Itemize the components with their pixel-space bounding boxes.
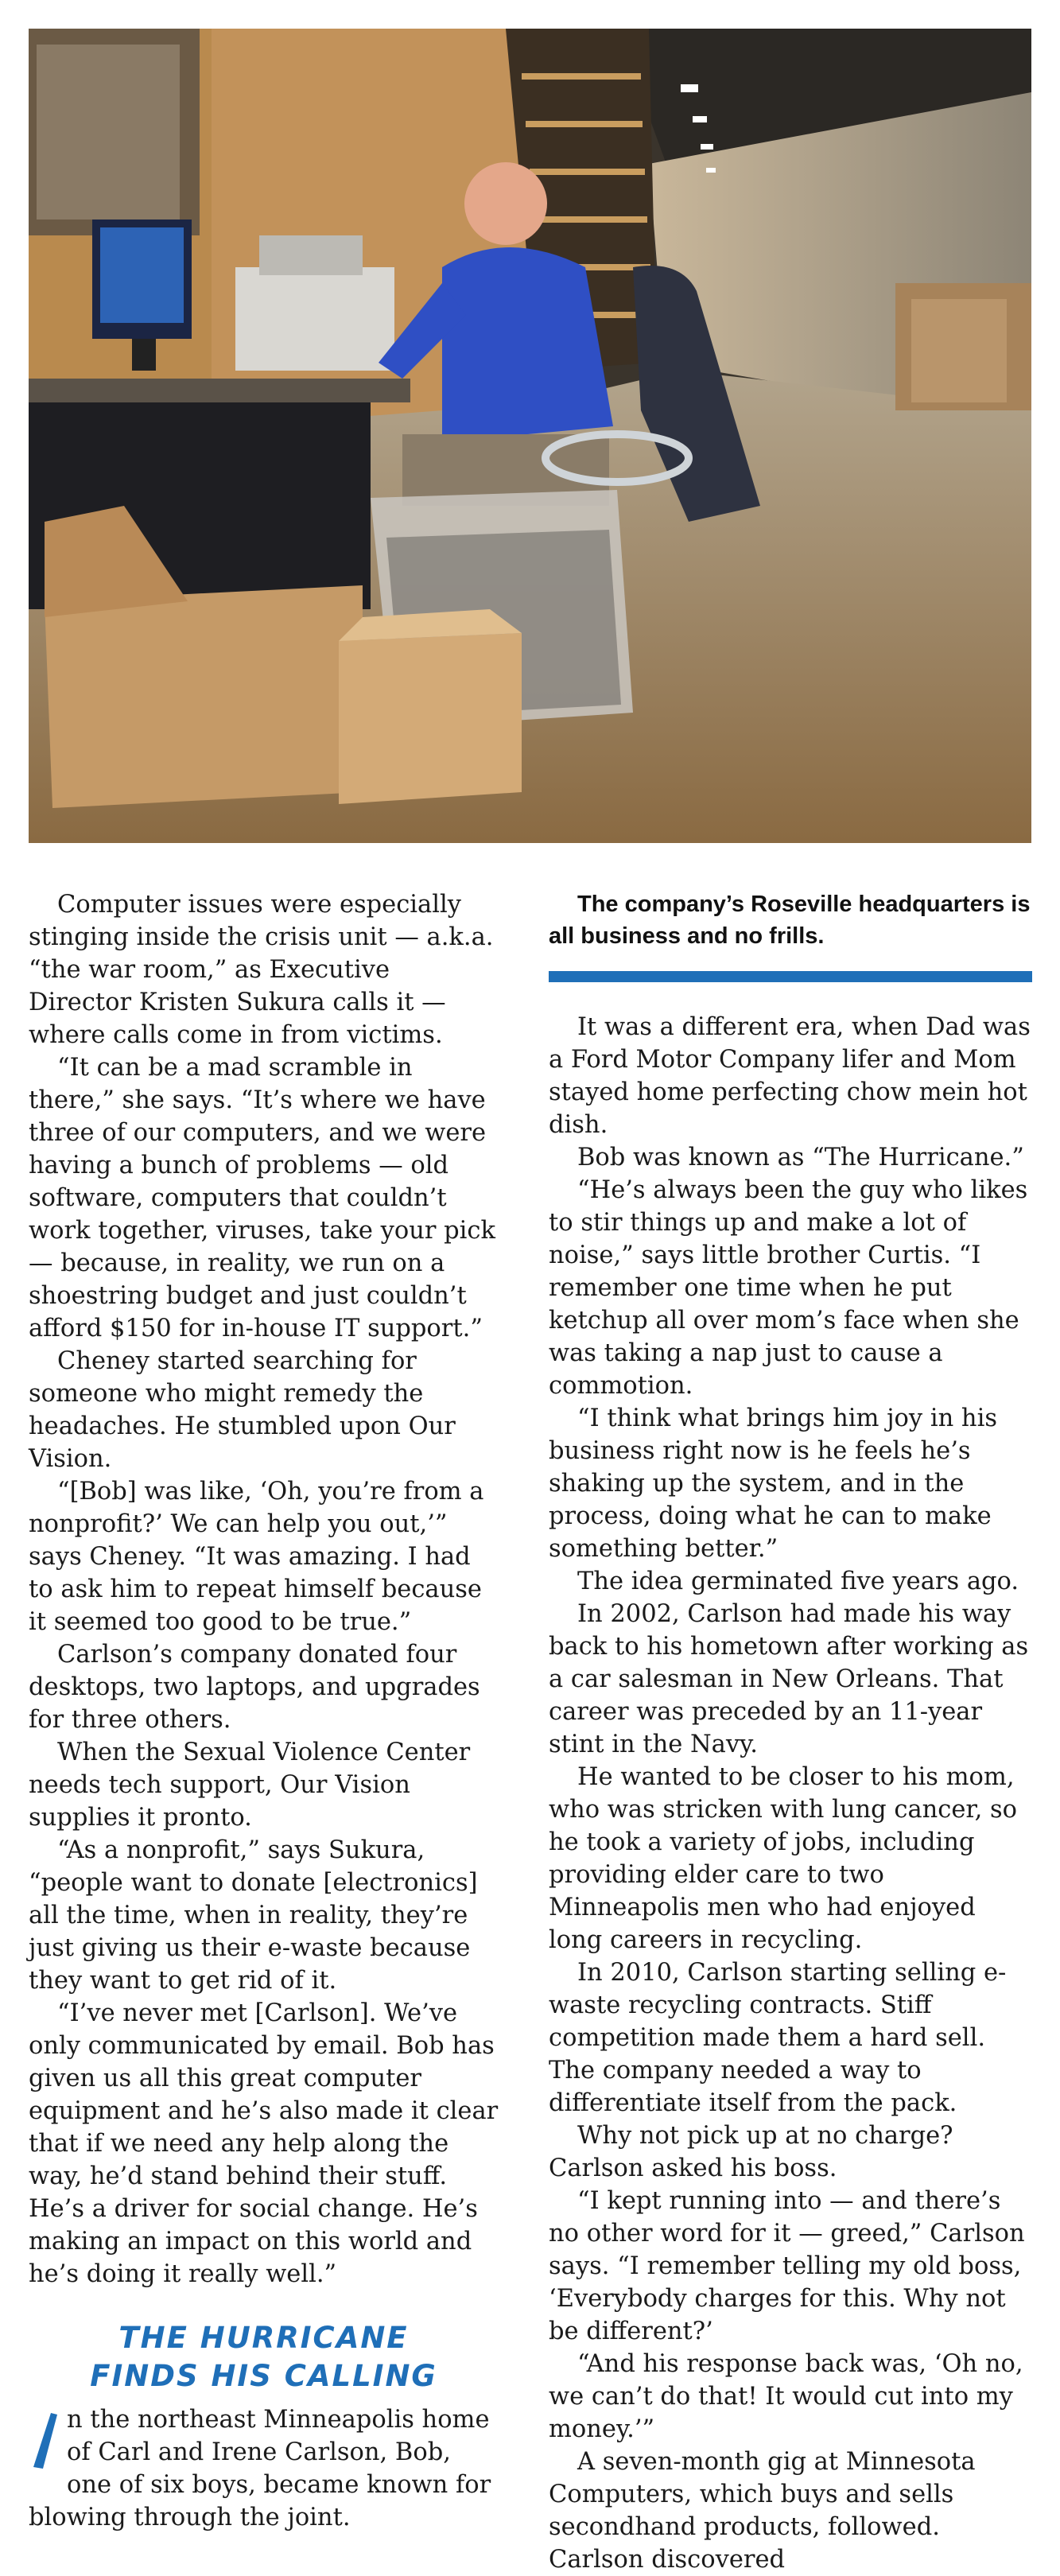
section-subhead [29, 2319, 499, 2395]
warehouse-office-photo-icon [29, 29, 1031, 843]
paragraph: The idea germinated five years ago. [577, 1568, 1019, 1595]
dropcap-i-icon [29, 2410, 60, 2473]
paragraph: Computer issues were especially stinging inside the crisis unit — a.k.a. “the war room,” as Executive Director Kristen Sukura calls it — where calls come in from victims. [29, 891, 494, 1049]
paragraph: It was a different era, when Dad was a Ford Motor Company lifer and Mom stayed home perfecting chow mein hot dish. [549, 1013, 1031, 1139]
paragraph: “I kept running into — and there’s no other word for it — greed,” Carlson says. “I remember telling my old boss, ‘Everybody charges for this. Why not be different?’ [549, 2187, 1025, 2345]
photo-caption: The company’s Roseville headquarters is all business and no frills. [549, 892, 1031, 949]
paragraph: “I think what brings him joy in his business right now is he feels he’s shaking up the system, and in the process, doing what he can to make something better.” [549, 1405, 997, 1563]
paragraph: “[Bob] was like, ‘Oh, you’re from a nonprofit?’ We can help you out,’” says Cheney. “It was amazing. I had to ask him to repeat himself because it seemed too good to be true.” [29, 1478, 484, 1636]
paragraph: n the northeast Minneapolis home of Carl and Irene Carlson, Bob, one of six boys, became known for blowing through the joint. [29, 2406, 491, 2531]
subhead-line: FINDS HIS CALLING [90, 2359, 437, 2393]
paragraph: Carlson’s company donated four desktops, two laptops, and upgrades for three others. [29, 1641, 480, 1734]
paragraph: “I’ve never met [Carlson]. We’ve only communicated by email. Bob has given us all this great computer equipment and he’s also made it clear that if we need any help along the way, he’d stand behind their stuff. He’s a driver for social change. He’s making an impact on this world and he’s doing it really well.” [29, 1999, 499, 2288]
paragraph: “It can be a mad scramble in there,” she says. “It’s where we have three of our computers, and we were having a bunch of problems — old software, computers that couldn’t work together, viruses, take your pick — because, in reality, we run on a shoestring budget and just couldn’t afford $150 for in-house IT support.” [29, 1054, 495, 1342]
warehouse-photo [29, 29, 1031, 843]
left-column [29, 888, 499, 2534]
paragraph: A seven-month gig at Minnesota Computers, which buys and sells secondhand products, followed. Carlson discovered [549, 2448, 976, 2574]
paragraph: “And his response back was, ‘Oh no, we can’t do that! It would cut into my money.’” [549, 2350, 1023, 2443]
paragraph: In 2010, Carlson starting selling e-waste recycling contracts. Stiff competition made them a hard sell. The company needed a way to differentiate itself from the pack. [549, 1959, 1007, 2117]
paragraph: Why not pick up at no charge? Carlson asked his boss. [549, 2122, 953, 2182]
dropcap-paragraph [29, 2403, 499, 2534]
right-column [549, 888, 1032, 2576]
paragraph: He wanted to be closer to his mom, who was stricken with lung cancer, so he took a variety of jobs, including providing elder care to two Minneapolis men who had enjoyed long careers in recycling. [549, 1763, 1018, 1954]
paragraph: Cheney started searching for someone who might remedy the headaches. He stumbled upon Our Vision. [29, 1347, 456, 1473]
paragraph: In 2002, Carlson had made his way back to his hometown after working as a car salesman in New Orleans. That career was preceded by an 11-year stint in the Navy. [549, 1600, 1029, 1758]
subhead-line: THE HURRICANE [118, 2321, 409, 2355]
paragraph: “As a nonprofit,” says Sukura, “people want to donate [electronics] all the time, when in reality, they’re just giving us their e-waste because they want to get rid of it. [29, 1836, 478, 1995]
paragraph: “He’s always been the guy who likes to stir things up and make a lot of noise,” says little brother Curtis. “I remember one time when he put ketchup all over mom’s face when she was taking a nap just to cause a commotion. [549, 1176, 1028, 1400]
paragraph: Bob was known as “The Hurricane.” [577, 1144, 1024, 1171]
caption-rule [549, 971, 1032, 982]
paragraph: When the Sexual Violence Center needs tech support, Our Vision supplies it pronto. [29, 1739, 471, 1832]
